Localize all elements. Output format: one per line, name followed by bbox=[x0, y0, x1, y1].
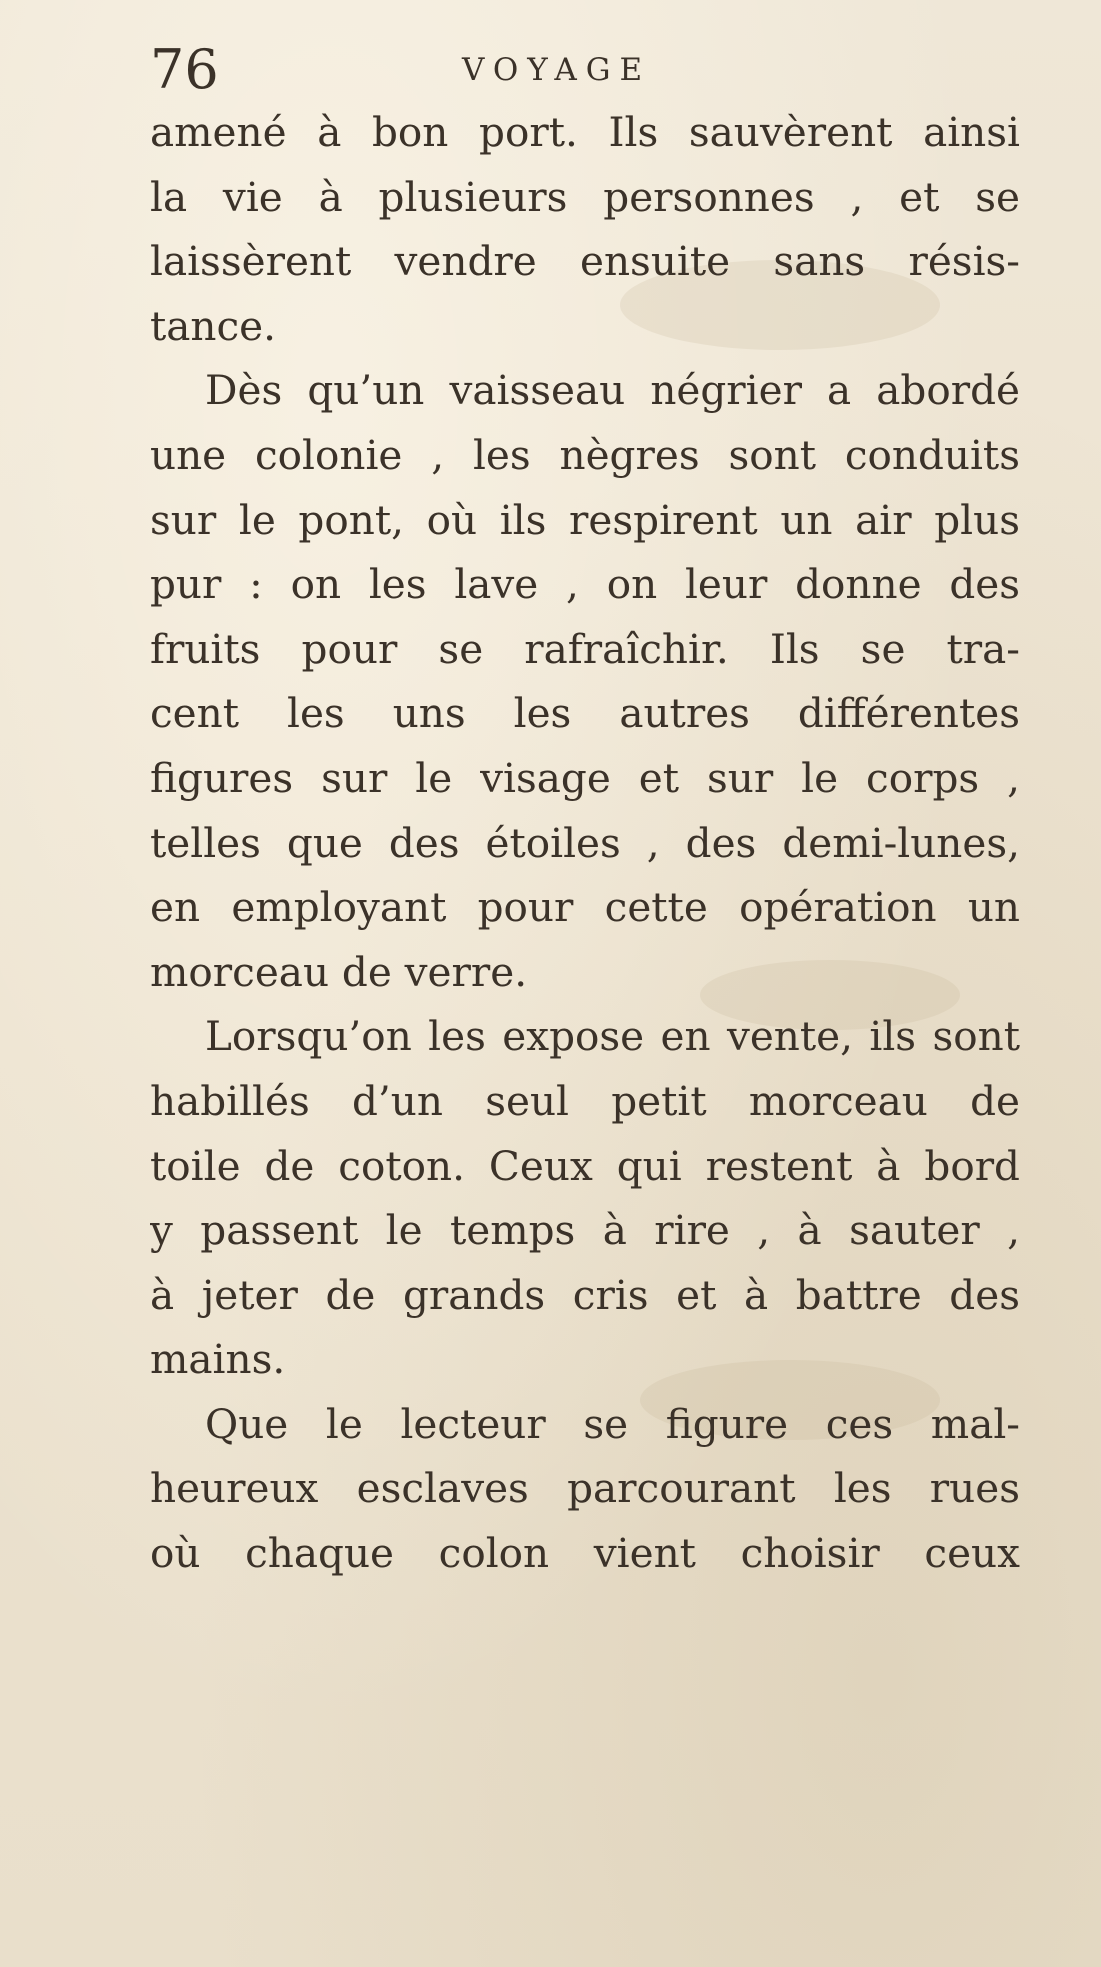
text-line: pur : on les lave , on leur donne des bbox=[150, 560, 1020, 609]
text-line: cent les uns les autres différentes bbox=[150, 689, 1020, 738]
text-line: y passent le temps à rire , à sauter , bbox=[150, 1206, 1020, 1255]
text-line: morceau de verre. bbox=[150, 947, 528, 996]
text-line: fruits pour se rafraîchir. Ils se tra- bbox=[150, 624, 1020, 673]
text-line: toile de coton. Ceux qui restent à bord bbox=[150, 1141, 1020, 1190]
text-line: à jeter de grands cris et à battre des bbox=[150, 1270, 1020, 1319]
text-line: figures sur le visage et sur le corps , bbox=[150, 753, 1020, 802]
text-line: laissèrent vendre ensuite sans résis- bbox=[150, 237, 1020, 286]
page-number: 76 bbox=[150, 38, 219, 101]
text-line: Que le lecteur se figure ces mal- bbox=[205, 1399, 1020, 1448]
text-line: où chaque colon vient choisir ceux bbox=[150, 1529, 1020, 1578]
text-line: amené à bon port. Ils sauvèrent ainsi bbox=[150, 108, 1020, 156]
text-line: heureux esclaves parcourant les rues bbox=[150, 1464, 1020, 1513]
body-text bbox=[150, 100, 1020, 1586]
text-line: tance. bbox=[150, 301, 277, 350]
text-line: la vie à plusieurs personnes , et se bbox=[150, 172, 1020, 221]
text-line: une colonie , les nègres sont conduits bbox=[150, 430, 1020, 479]
text-line: mains. bbox=[150, 1335, 286, 1384]
text-line: telles que des étoiles , des demi-lunes, bbox=[150, 818, 1020, 867]
running-title: VOYAGE bbox=[462, 52, 652, 88]
text-line: habillés d’un seul petit morceau de bbox=[150, 1076, 1020, 1125]
text-line: Lorsqu’on les expose en vente, ils sont bbox=[205, 1012, 1020, 1061]
text-line: Dès qu’un vaisseau négrier a abordé bbox=[205, 366, 1020, 415]
running-head bbox=[150, 40, 1020, 100]
text-line: en employant pour cette opération un bbox=[150, 883, 1020, 932]
text-line: sur le pont, où ils respirent un air plus bbox=[150, 495, 1020, 544]
